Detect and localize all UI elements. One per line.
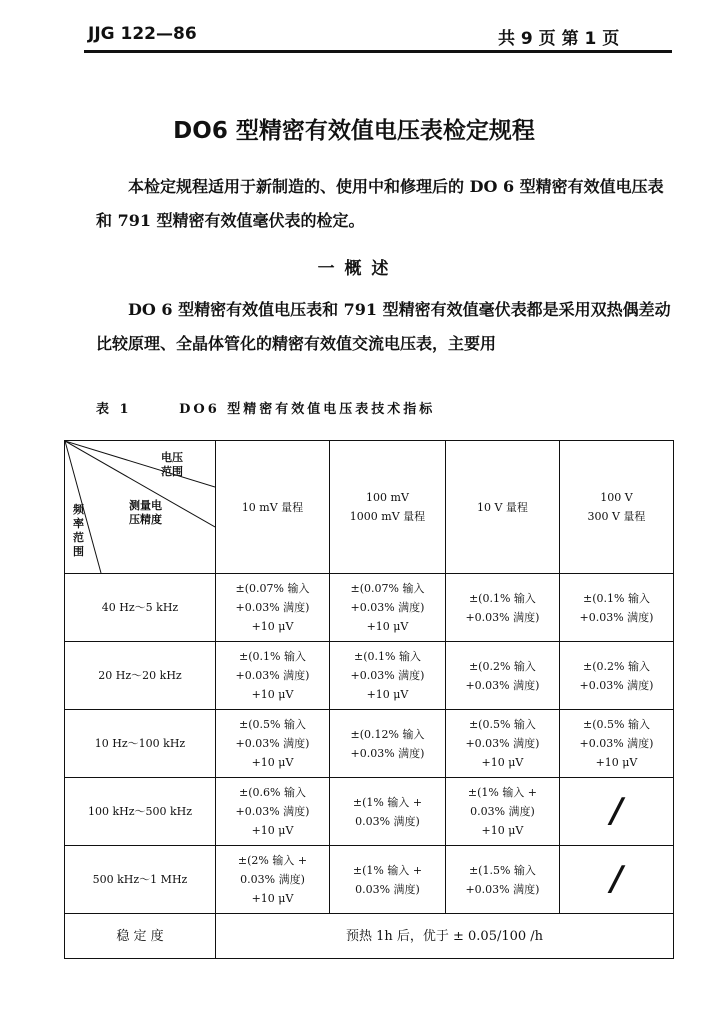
value-cell: ±(0.1% 输入 +0.03% 满度) +10 μV bbox=[216, 642, 330, 710]
freq-cell: 10 Hz～100 kHz bbox=[65, 710, 216, 778]
value-cell: ±(0.5% 输入 +0.03% 满度) +10 μV bbox=[559, 710, 673, 778]
document-code: JJG 122—86 bbox=[88, 24, 197, 44]
table-row bbox=[65, 574, 674, 642]
corner-accuracy: 测量电 压精度 bbox=[129, 499, 162, 526]
table-row bbox=[65, 846, 674, 914]
value-cell: ±(0.2% 输入 +0.03% 满度) bbox=[445, 642, 559, 710]
table-caption bbox=[96, 398, 475, 417]
value-cell: ±(0.2% 输入 +0.03% 满度) bbox=[559, 642, 673, 710]
corner-cell bbox=[65, 441, 216, 574]
freq-cell: 40 Hz～5 kHz bbox=[65, 574, 216, 642]
value-cell: ±(1.5% 输入 +0.03% 满度) bbox=[445, 846, 559, 914]
value-cell: ±(0.07% 输入 +0.03% 满度) +10 μV bbox=[330, 574, 446, 642]
table-title: DO6 型精密有效值电压表技术指标 bbox=[179, 402, 436, 417]
table-row bbox=[65, 642, 674, 710]
stability-row bbox=[65, 914, 674, 959]
value-cell: ±(0.1% 输入 +0.03% 满度) bbox=[559, 574, 673, 642]
intro-paragraph: 本检定规程适用于新制造的、使用中和修理后的 DO 6 型精密有效值电压表和 791 型精密有效值毫伏表的检定。 bbox=[96, 177, 664, 230]
not-applicable-mark: / bbox=[559, 846, 673, 914]
table-row bbox=[65, 778, 674, 846]
corner-freq-range: 频 率 范 围 bbox=[73, 503, 84, 558]
document-title: DO6 型精密有效值电压表检定规程 bbox=[173, 118, 535, 144]
value-cell: ±(1% 输入 + 0.03% 满度) bbox=[330, 778, 446, 846]
stability-label: 稳 定 度 bbox=[65, 914, 216, 959]
value-cell: ±(1% 输入 + 0.03% 满度) +10 μV bbox=[445, 778, 559, 846]
page-count: 共 9 页 第 1 页 bbox=[498, 29, 620, 49]
table-header-row bbox=[65, 441, 674, 574]
value-cell: ±(0.5% 输入 +0.03% 满度) +10 μV bbox=[445, 710, 559, 778]
spec-table bbox=[64, 440, 674, 959]
col-header-100v: 100 V 300 V 量程 bbox=[559, 441, 673, 574]
freq-cell: 500 kHz～1 MHz bbox=[65, 846, 216, 914]
overview-paragraph: DO 6 型精密有效值电压表和 791 型精密有效值毫伏表都是采用双热偶差动比较原理、全晶体管化的精密有效值交流电压表，主要用 bbox=[96, 300, 671, 353]
freq-cell: 100 kHz～500 kHz bbox=[65, 778, 216, 846]
col-header-10mv: 10 mV 量程 bbox=[216, 441, 330, 574]
col-header-10v: 10 V 量程 bbox=[445, 441, 559, 574]
section-title: 一 概 述 bbox=[317, 259, 391, 279]
value-cell: ±(0.07% 输入 +0.03% 满度) +10 μV bbox=[216, 574, 330, 642]
value-cell: ±(2% 输入 + 0.03% 满度) +10 μV bbox=[216, 846, 330, 914]
value-cell: ±(0.6% 输入 +0.03% 满度) +10 μV bbox=[216, 778, 330, 846]
value-cell: ±(0.5% 输入 +0.03% 满度) +10 μV bbox=[216, 710, 330, 778]
not-applicable-mark: / bbox=[559, 778, 673, 846]
value-cell: ±(0.12% 输入 +0.03% 满度) bbox=[330, 710, 446, 778]
value-cell: ±(0.1% 输入 +0.03% 满度) bbox=[445, 574, 559, 642]
stability-value: 预热 1h 后，优于 ± 0.05/100 /h bbox=[216, 914, 674, 959]
table-row bbox=[65, 710, 674, 778]
corner-voltage-range: 电压 范围 bbox=[161, 451, 183, 478]
freq-cell: 20 Hz～20 kHz bbox=[65, 642, 216, 710]
table-number: 表 1 bbox=[96, 402, 132, 417]
value-cell: ±(0.1% 输入 +0.03% 满度) +10 μV bbox=[330, 642, 446, 710]
header-rule bbox=[84, 50, 672, 53]
col-header-100mv: 100 mV 1000 mV 量程 bbox=[330, 441, 446, 574]
value-cell: ±(1% 输入 + 0.03% 满度) bbox=[330, 846, 446, 914]
